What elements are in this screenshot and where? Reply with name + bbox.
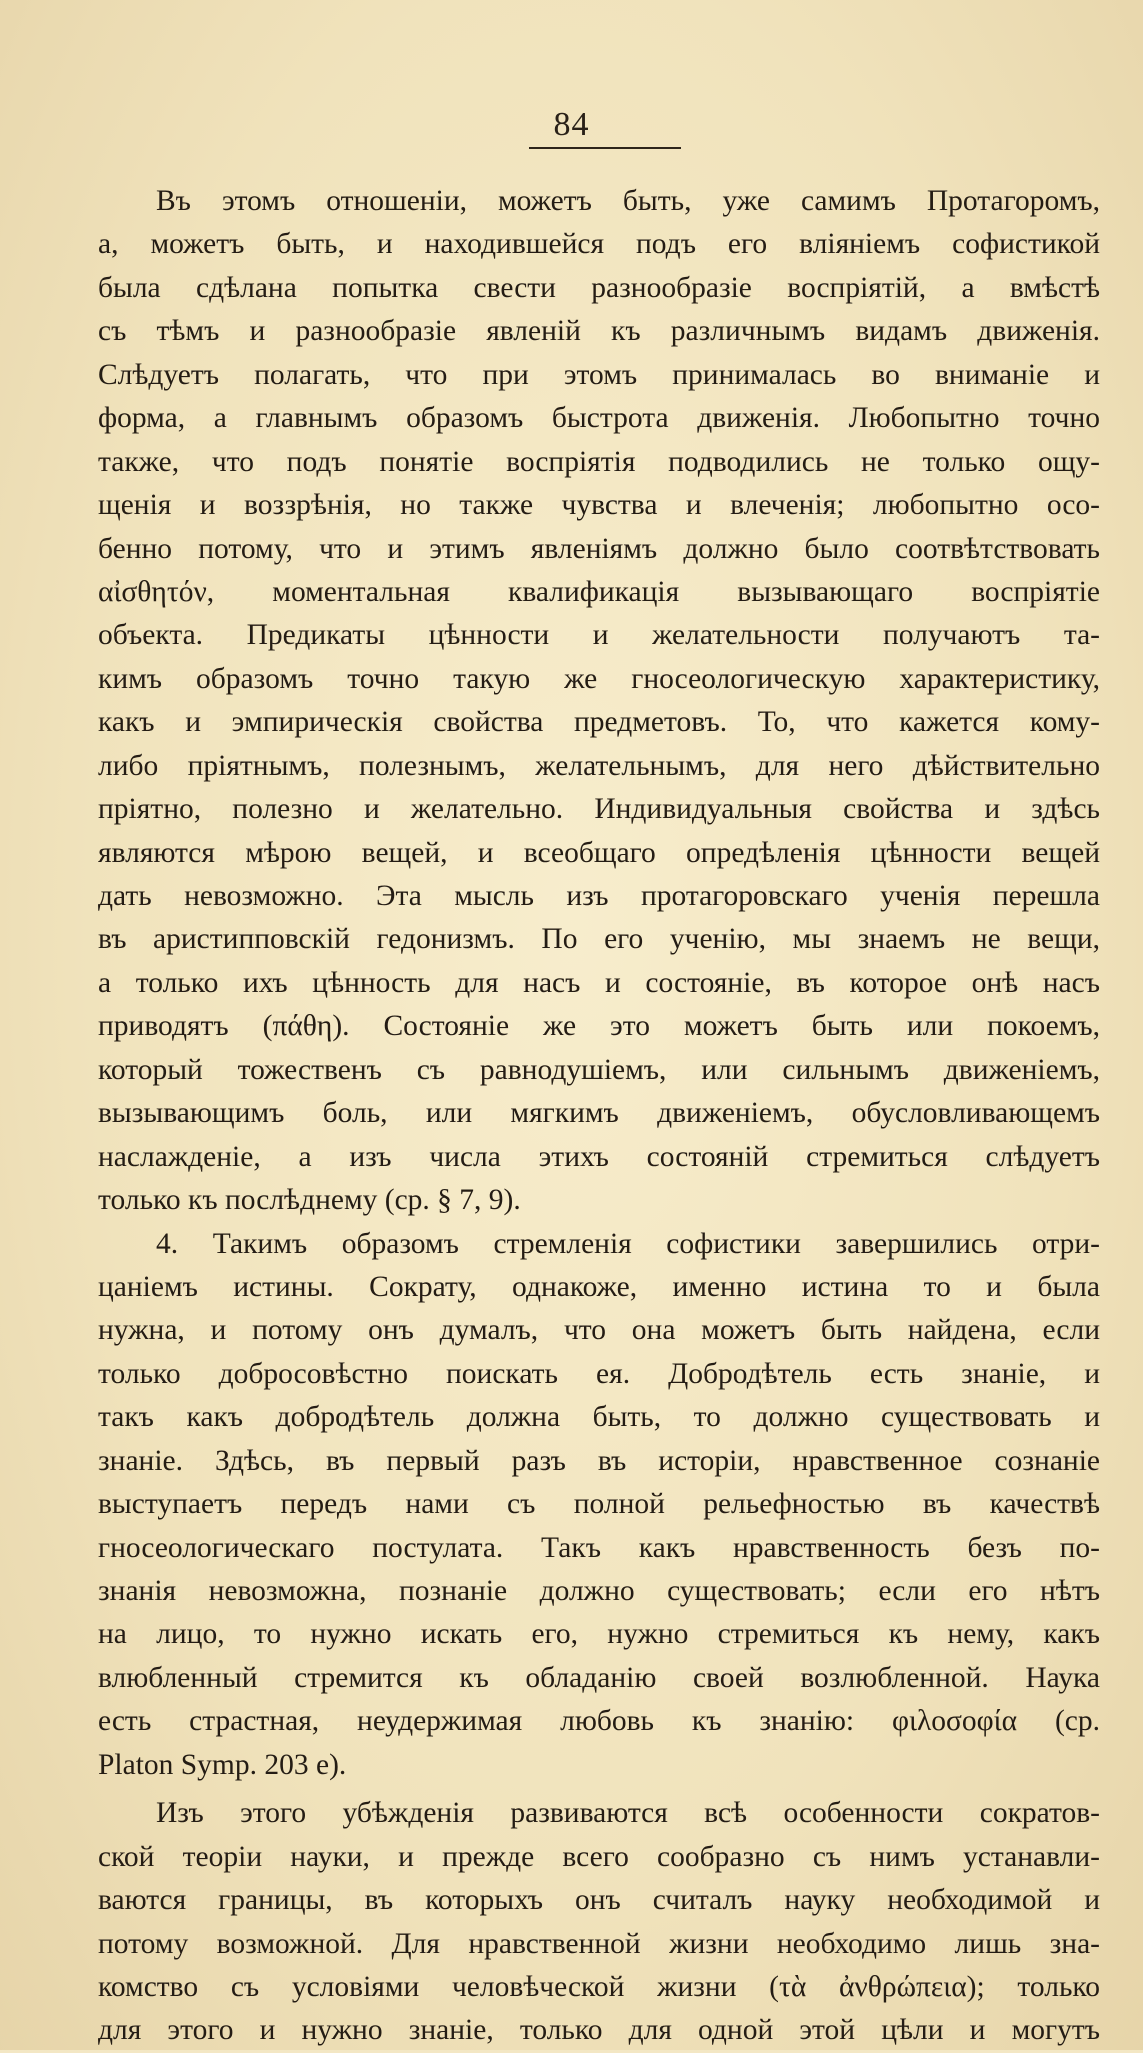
text-line: была сдѣлана попытка свести разнообразіе воспріятій, а вмѣстѣ <box>98 271 1100 304</box>
text-line: на лицо, то нужно искать его, нужно стремиться къ нему, какъ <box>98 1618 1100 1651</box>
text-line: а только ихъ цѣнность для насъ и состояніе, въ которое онѣ насъ <box>98 966 1100 999</box>
text-line: ваются границы, въ которыхъ онъ считалъ науку необходимой и <box>98 1884 1100 1917</box>
text-line: ской теоріи науки, и прежде всего сообразно съ нимъ устанавли- <box>98 1840 1100 1873</box>
page-number: 84 <box>553 106 590 143</box>
text-line: Изъ этого убѣжденія развиваются всѣ особенности сократов- <box>156 1797 1100 1830</box>
text-line: нужна, и потому онъ думалъ, что она можетъ быть найдена, если <box>98 1314 1100 1347</box>
text-line: гносеологическаго постулата. Такъ какъ нравственность безъ по- <box>98 1531 1100 1564</box>
text-line: щенія и воззрѣнія, но также чувства и влеченія; любопытно осо- <box>98 489 1100 522</box>
text-line: пріятно, полезно и желательно. Индивидуальныя свойства и здѣсь <box>98 793 1100 826</box>
text-line: потому возможной. Для нравственной жизни необходимо лишь зна- <box>98 1927 1100 1960</box>
text-line: Въ этомъ отношеніи, можетъ быть, уже самимъ Протагоромъ, <box>156 185 1100 217</box>
text-line: бенно потому, что и этимъ явленіямъ должно было соотвѣтствовать <box>98 532 1100 565</box>
text-line: только добросовѣстно поискать ея. Добродѣтель есть знаніе, и <box>98 1357 1100 1390</box>
text-line: форма, а главнымъ образомъ быстрота движенія. Любопытно точно <box>98 402 1100 435</box>
text-line: съ тѣмъ и разнообразіе явленій къ различнымъ видамъ движенія. <box>98 315 1100 348</box>
text-line: наслажденіе, а изъ числа этихъ состояній стремиться слѣдуетъ <box>98 1140 1100 1173</box>
text-line: а, можетъ быть, и находившейся подъ его вліяніемъ софистикой <box>98 228 1100 261</box>
text-line: 4. Такимъ образомъ стремленія софистики завершились отри- <box>156 1227 1100 1260</box>
text-line: вызывающимъ боль, или мягкимъ движеніемъ, обусловливающемъ <box>98 1097 1100 1130</box>
text-line: либо пріятнымъ, полезнымъ, желательнымъ, для него дѣйствительно <box>98 749 1100 782</box>
text-line: есть страстная, неудержимая любовь къ знанію: φιλοσοφία (ср. <box>98 1705 1100 1738</box>
text-line: выступаетъ передъ нами съ полной рельефностью въ качествѣ <box>98 1488 1100 1521</box>
text-line: являются мѣрою вещей, и всеобщаго опредѣленія цѣнности вещей <box>98 836 1100 869</box>
text-line: который тожественъ съ равнодушіемъ, или сильнымъ движеніемъ, <box>98 1053 1100 1086</box>
text-line: въ аристипповскій гедонизмъ. По его ученію, мы знаемъ не вещи, <box>98 923 1100 956</box>
text-line: также, что подъ понятіе воспріятія подводились не только ощу- <box>98 445 1100 478</box>
header-rule <box>529 147 681 149</box>
text-line: Слѣдуетъ полагать, что при этомъ принималась во вниманіе и <box>98 358 1100 391</box>
text-line: αἰσθητόν, моментальная квалификація вызывающаго воспріятіе <box>98 575 1100 608</box>
text-line: знанія невозможна, познаніе должно существовать; если его нѣтъ <box>98 1575 1100 1607</box>
text-line: кимъ образомъ точно такую же гносеологическую характеристику, <box>98 662 1100 695</box>
text-line: для этого и нужно знаніе, только для одной этой цѣли и могутъ <box>98 2014 1100 2047</box>
text-line: Platon Symp. 203 e). <box>98 1748 347 1781</box>
text-line: влюбленный стремится къ обладанію своей возлюбленной. Наука <box>98 1661 1100 1694</box>
text-line: объекта. Предикаты цѣнности и желательности получаютъ та- <box>98 619 1100 652</box>
text-line: какъ и эмпирическія свойства предметовъ. То, что кажется кому- <box>98 706 1100 739</box>
text-line: цаніемъ истины. Сократу, однакоже, именно истина то и была <box>98 1270 1100 1303</box>
text-line: приводятъ (πάθη). Состояніе же это можетъ быть или покоемъ, <box>98 1010 1100 1043</box>
body-text <box>98 180 1100 2053</box>
text-line: знаніе. Здѣсь, въ первый разъ въ исторіи, нравственное сознаніе <box>98 1444 1100 1477</box>
text-line: только къ послѣднему (ср. § 7, 9). <box>98 1184 521 1217</box>
text-line: дать невозможно. Эта мысль изъ протагоровскаго ученія перешла <box>98 880 1100 912</box>
text-line: такъ какъ добродѣтель должна быть, то должно существовать и <box>98 1401 1100 1434</box>
text-line: комство съ условіями человѣческой жизни (τὰ ἀνθρώπεια); только <box>98 1970 1100 2003</box>
